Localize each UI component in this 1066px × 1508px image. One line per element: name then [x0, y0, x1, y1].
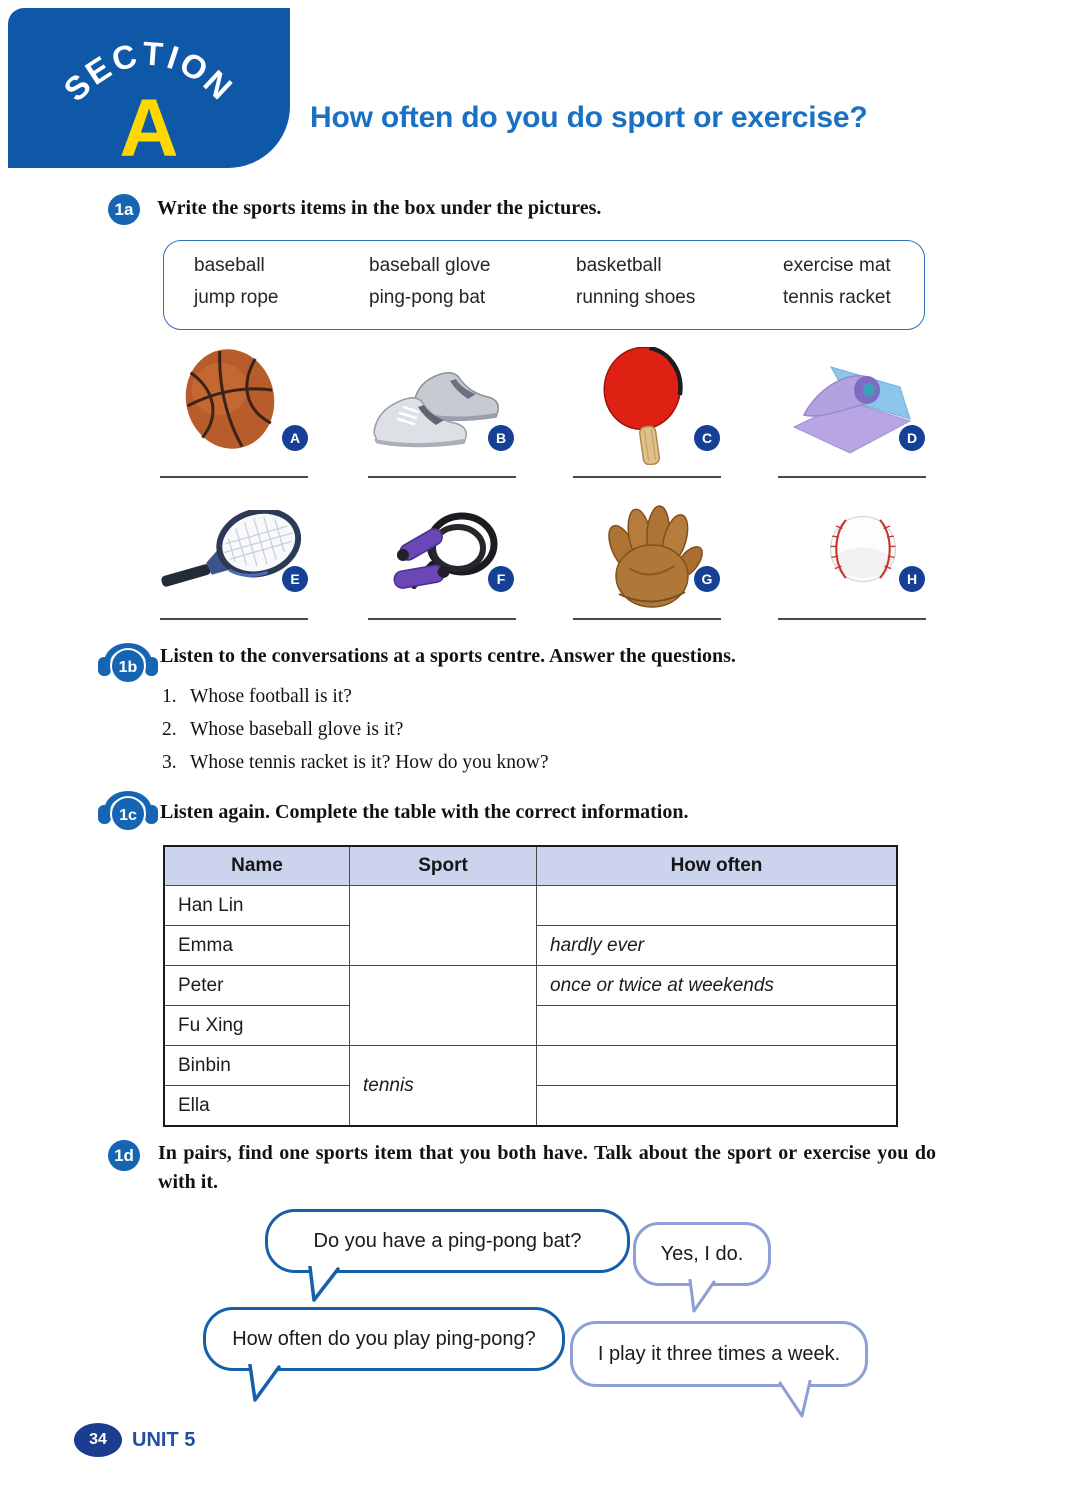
name-cell: Fu Xing: [164, 1006, 350, 1046]
how-often-cell: [537, 1086, 898, 1127]
exercise-1a-badge: 1a: [108, 194, 140, 225]
sport-cell: tennis: [350, 1046, 537, 1127]
word-item: baseball: [194, 255, 265, 276]
exercise-1c-instruction: Listen again. Complete the table with the correct information.: [160, 801, 689, 823]
picture-cell: [368, 345, 518, 478]
exercise-1b-badge: 1b: [118, 659, 138, 676]
picture-cell: [778, 502, 928, 620]
speech-bubble-tail: [772, 1380, 820, 1424]
name-cell: Binbin: [164, 1046, 350, 1086]
name-cell: Peter: [164, 966, 350, 1006]
word-item: basketball: [576, 255, 662, 276]
sport-cell: [350, 886, 537, 966]
baseball-icon: [822, 508, 904, 590]
table-row: [164, 1046, 897, 1086]
answer-line: [160, 618, 308, 620]
speech-text: Yes, I do.: [660, 1242, 744, 1265]
question-item: [162, 686, 549, 708]
word-item: running shoes: [576, 287, 696, 308]
question-number: 1.: [162, 686, 177, 707]
page-title: How often do you do sport or exercise?: [310, 101, 868, 134]
table-row: [164, 886, 897, 926]
question-list: [162, 686, 549, 785]
speech-text: How often do you play ping-pong?: [232, 1327, 536, 1350]
how-often-cell: [537, 886, 898, 926]
speech-text: Do you have a ping-pong bat?: [313, 1229, 582, 1252]
picture-letter-badge: B: [488, 425, 514, 451]
name-cell: Emma: [164, 926, 350, 966]
headphones-icon: [96, 778, 160, 836]
running-shoes-icon: [366, 355, 506, 455]
exercise-1a: [108, 194, 968, 225]
column-header: Name: [164, 846, 350, 886]
section-badge-art: [8, 8, 290, 168]
table-row: [164, 966, 897, 1006]
answer-line: [573, 618, 721, 620]
unit-label: UNIT 5: [132, 1429, 196, 1451]
column-header: Sport: [350, 846, 537, 886]
picture-letter-badge: G: [694, 566, 720, 592]
picture-cell: [160, 345, 310, 478]
picture-letter-badge: A: [282, 425, 308, 451]
picture-letter-badge: D: [899, 425, 925, 451]
question-number: 2.: [162, 719, 177, 740]
sport-cell: [350, 966, 537, 1046]
ping-pong-bat-icon: [595, 347, 695, 465]
picture-cell: [573, 345, 723, 478]
picture-letter-badge: C: [694, 425, 720, 451]
how-often-cell: once or twice at weekends: [537, 966, 898, 1006]
section-arc-label: SECTION: [56, 34, 242, 109]
exercise-1b-instruction: Listen to the conversations at a sports centre. Answer the questions.: [160, 645, 736, 667]
how-often-cell: [537, 1006, 898, 1046]
question-text: Whose football is it?: [190, 686, 352, 707]
question-item: [162, 752, 549, 774]
question-text: Whose baseball glove is it?: [190, 719, 404, 740]
question-item: [162, 719, 549, 741]
page-number-badge: 34: [74, 1423, 122, 1457]
word-item: tennis racket: [783, 287, 891, 308]
section-letter: A: [119, 83, 179, 168]
speech-bubble-tail: [238, 1364, 284, 1408]
basketball-icon: [180, 345, 280, 453]
baseball-glove-icon: [599, 500, 705, 612]
speech-bubble-tail: [676, 1279, 720, 1319]
speech-bubble: [203, 1307, 565, 1371]
word-box: [163, 240, 925, 330]
exercise-1d-instruction: In pairs, find one sports item that you both have. Talk about the sport or exercise you do with it.: [158, 1142, 936, 1193]
picture-letter-badge: H: [899, 566, 925, 592]
answer-line: [160, 476, 308, 478]
section-badge: [8, 8, 290, 168]
name-cell: Han Lin: [164, 886, 350, 926]
word-item: ping-pong bat: [369, 287, 486, 308]
picture-letter-badge: F: [488, 566, 514, 592]
word-box-row: [194, 255, 924, 277]
answer-line: [368, 476, 516, 478]
speech-bubble-tail: [298, 1266, 344, 1308]
exercise-1c-badge: 1c: [119, 807, 137, 824]
picture-letter-badge: E: [282, 566, 308, 592]
table-header-row: [164, 846, 897, 886]
speech-bubble: [570, 1321, 868, 1387]
how-often-cell: [537, 1046, 898, 1086]
column-header: How often: [537, 846, 898, 886]
picture-cell: [160, 502, 310, 620]
word-item: baseball glove: [369, 255, 491, 276]
exercise-1d-badge: 1d: [108, 1140, 140, 1171]
jump-rope-icon: [386, 504, 506, 608]
headphones-icon: [96, 630, 160, 688]
how-often-cell: hardly ever: [537, 926, 898, 966]
speech-text: I play it three times a week.: [597, 1342, 841, 1365]
exercise-1a-instruction: Write the sports items in the box under the pictures.: [157, 197, 602, 219]
answer-line: [778, 618, 926, 620]
picture-cell: [368, 502, 518, 620]
speech-bubble: [633, 1222, 771, 1286]
question-text: Whose tennis racket is it? How do you know?: [190, 752, 549, 773]
word-item: exercise mat: [783, 255, 891, 276]
word-item: jump rope: [194, 287, 279, 308]
answer-line: [368, 618, 516, 620]
listening-table: [163, 845, 898, 1127]
answer-line: [778, 476, 926, 478]
word-box-row: [194, 287, 924, 309]
speech-bubble: [265, 1209, 630, 1273]
question-number: 3.: [162, 752, 177, 773]
picture-cell: [573, 502, 723, 620]
tennis-racket-icon: [156, 510, 312, 606]
name-cell: Ella: [164, 1086, 350, 1127]
picture-cell: [778, 345, 928, 478]
answer-line: [573, 476, 721, 478]
